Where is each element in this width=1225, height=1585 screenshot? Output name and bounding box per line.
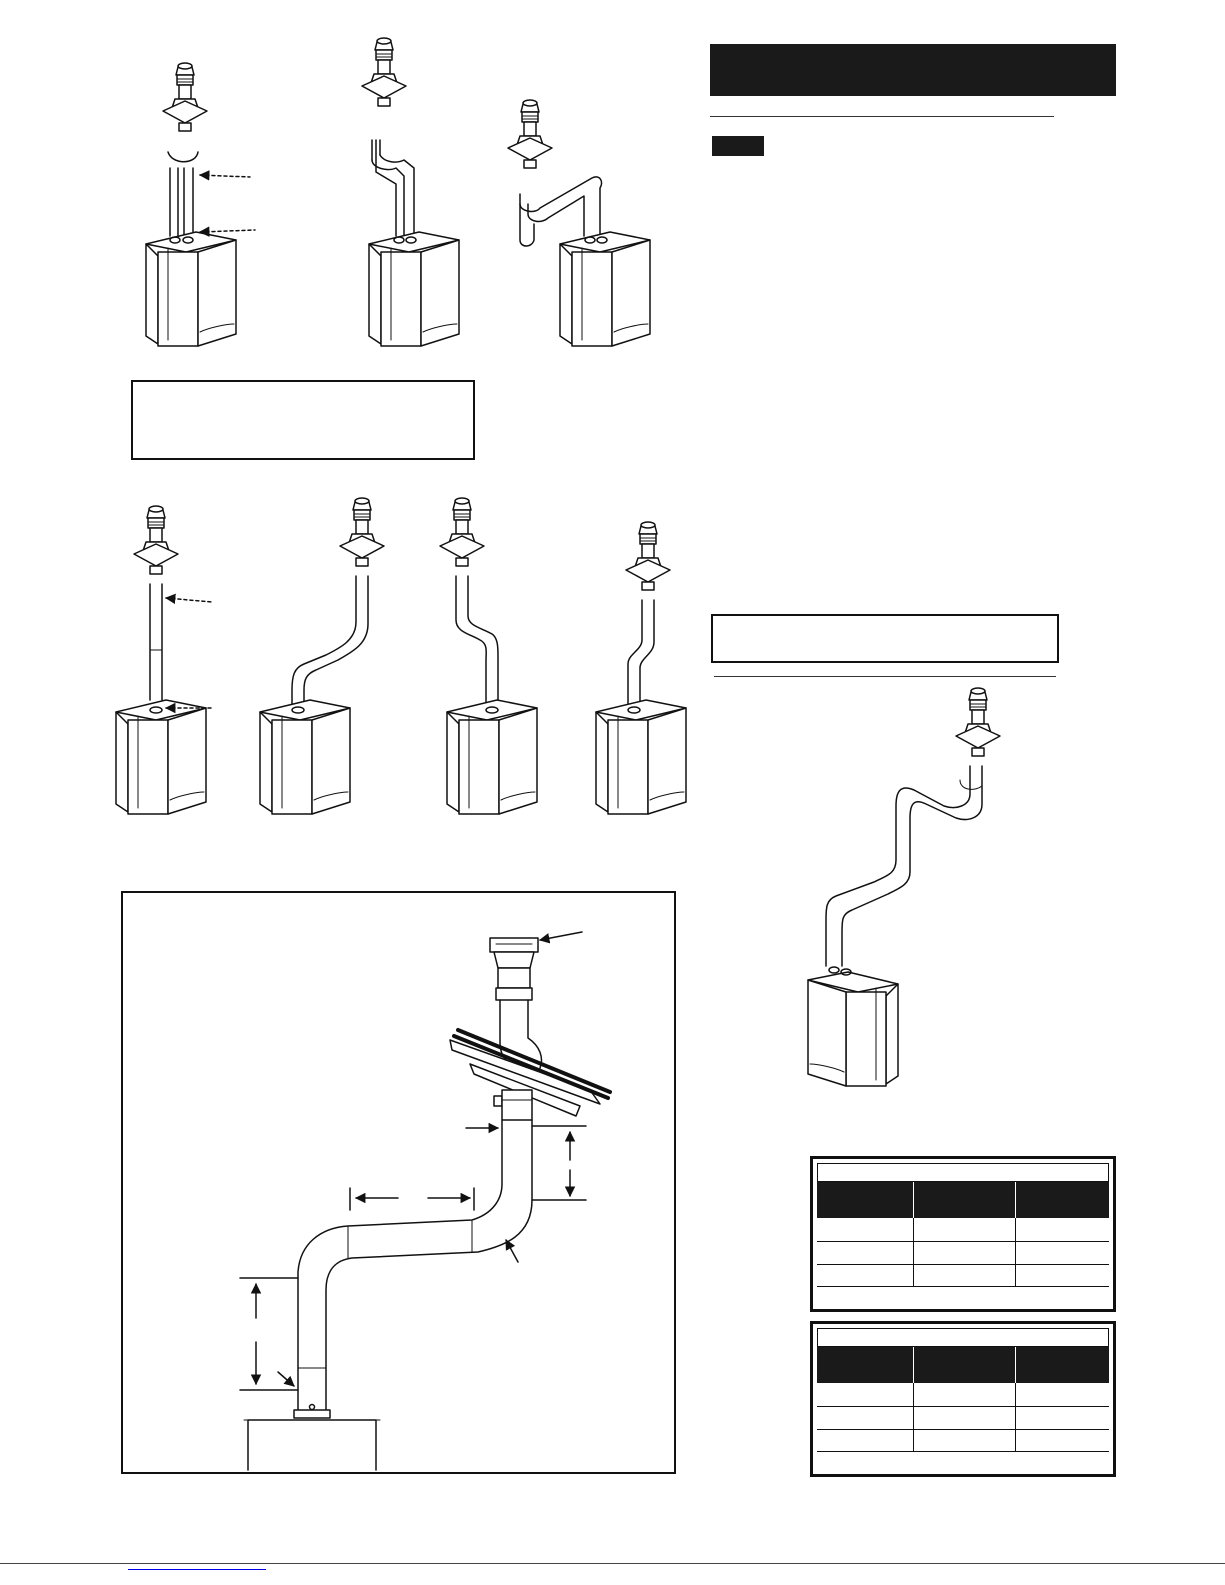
fig-single-3 — [440, 498, 537, 814]
fig-single-2 — [260, 498, 384, 814]
fig-twin-3 — [508, 100, 650, 346]
fig-twin-1 — [146, 63, 255, 346]
fig-single-4 — [596, 522, 686, 814]
fig-twin-2 — [362, 38, 459, 346]
fig-single-1 — [116, 506, 214, 814]
detail-drawing — [240, 932, 610, 1470]
fig-offset-twin — [808, 688, 1000, 1086]
